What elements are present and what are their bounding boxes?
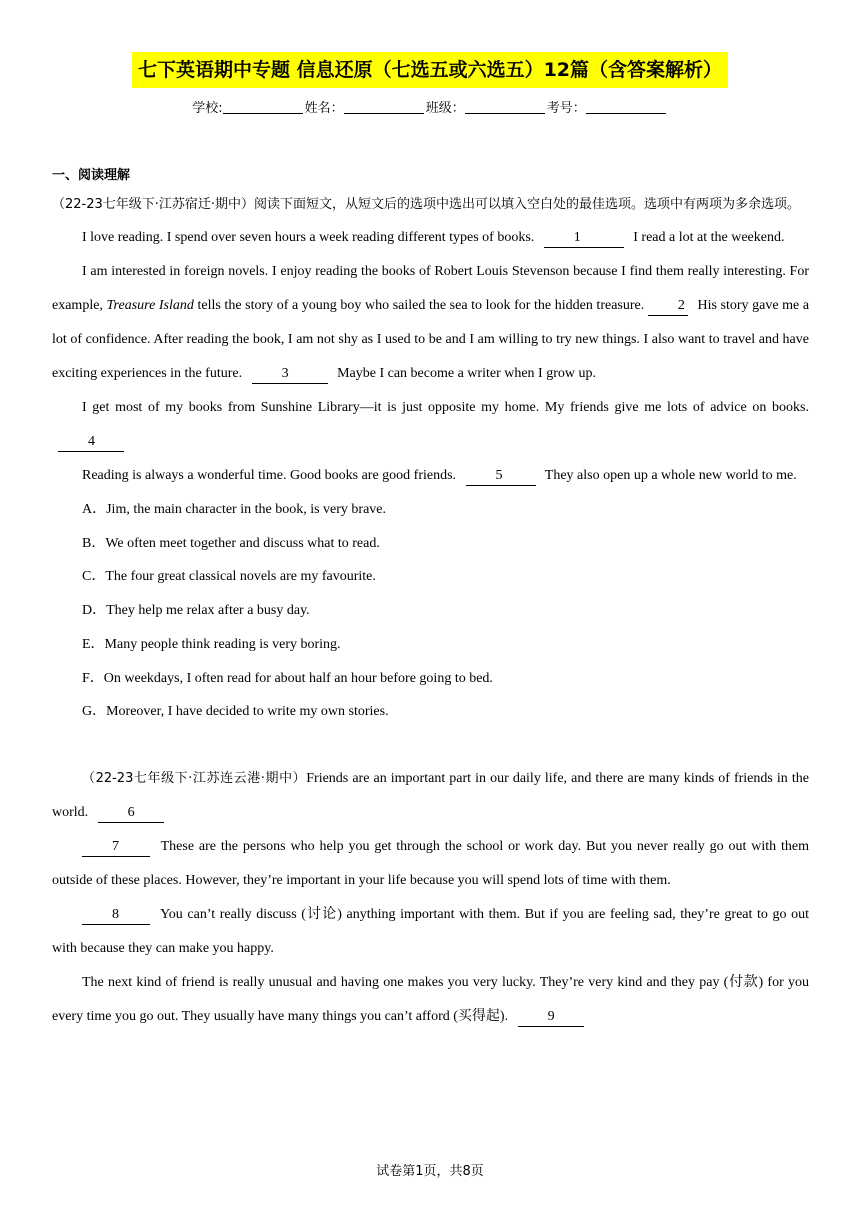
text-span: His story gave me a lot of confidence. After reading the book, I am not shy as I used to be and I am willing to try new things. I also want to travel and have exciting experiences in the future. [52, 298, 810, 381]
page-title: 七下英语期中专题 信息还原（七选五或六选五）12篇（含答案解析） [132, 52, 728, 88]
passage1-paragraph-1 [52, 221, 809, 255]
number-blank[interactable] [586, 99, 666, 114]
text-span: I get most of my books from Sunshine Library—it is just opposite my home. My friends give me lots of advice on books. [82, 400, 809, 415]
number-label: 考号： [546, 101, 586, 116]
passage1-intro [52, 189, 809, 221]
text-span: I am interested in foreign novels. I enjoy reading the books of Robert Louis Stevenson because I find them really interesting. For example, [52, 264, 809, 313]
answer-blank-2[interactable]: 2 [648, 297, 688, 316]
answer-blank-7[interactable]: 7 [82, 838, 150, 857]
text-span: tells the story of a young boy who sailed the sea to look for the hidden treasure. [197, 298, 645, 313]
text-span: I love reading. I spend over seven hours a week reading different types of books. [82, 230, 535, 245]
section-title: 一、阅读理解 [52, 168, 131, 183]
text-span: I read a lot at the weekend. [633, 230, 785, 245]
name-blank[interactable] [344, 99, 424, 114]
text-span: They also open up a whole new world to me. [544, 468, 797, 483]
answer-blank-9[interactable]: 9 [518, 1008, 584, 1027]
passage1-instruction: 阅读下面短文，从短文后的选项中选出可以填入空白处的最佳选项。选项中有两项为多余选项。 [254, 197, 801, 212]
text-span: The next kind of friend is really unusual and having one makes you very lucky. They’re very kind and they pay (付款) for you every time you go out. They usually have many things you can’t afford (买得起). [52, 974, 809, 1024]
name-label: 姓名： [304, 101, 344, 116]
passage1-source: （22-23七年级下·江苏宿迁·期中） [52, 197, 255, 212]
answer-blank-5[interactable]: 5 [466, 467, 536, 486]
answer-blank-6[interactable]: 6 [98, 804, 164, 823]
answer-blank-8[interactable]: 8 [82, 906, 150, 925]
text-span: You can’t really discuss (讨论) anything important with them. But if you are feeling sad, they’re great to go out with because they can make you happy. [52, 906, 809, 956]
book-title: Treasure Island [106, 298, 194, 313]
passage2-source: （22-23七年级下·江苏连云港·期中） [82, 770, 307, 786]
passage1-paragraph-3 [52, 391, 809, 459]
text-span: Maybe I can become a writer when I grow up. [337, 366, 596, 381]
answer-blank-4[interactable]: 4 [58, 433, 124, 452]
text-span: Reading is always a wonderful time. Good books are good friends. [82, 468, 457, 483]
option-a: A．Jim, the main character in the book, is very brave. [82, 502, 387, 517]
option-f: F．On weekdays, I often read for about half an hour before going to bed. [82, 670, 493, 686]
class-label: 班级： [425, 101, 465, 116]
passage2-paragraph-1 [52, 762, 809, 830]
school-label: 学校: [192, 101, 223, 116]
title-container [0, 52, 860, 88]
passage1-paragraph-4 [52, 459, 809, 493]
page-footer: 试卷第1页，共8页 [376, 1164, 484, 1179]
option-e: E．Many people think reading is very boring. [82, 636, 341, 652]
passage-gap [52, 729, 809, 762]
exam-content [52, 163, 809, 1034]
option-c: C．The four great classical novels are my favourite. [82, 569, 376, 585]
answer-blank-1[interactable]: 1 [544, 229, 624, 248]
answer-blank-3[interactable]: 3 [252, 365, 328, 384]
text-span: These are the persons who help you get through the school or work day. But you never really go out with them outside of these places. However, they’re important in your life because you will spend lots of time with them. [52, 838, 809, 888]
text-span: Friends are an important part in our daily life, and there are many kinds of friends in the world. [52, 770, 809, 820]
option-d: D．They help me relax after a busy day. [82, 603, 310, 619]
class-blank[interactable] [465, 99, 545, 114]
passage2-paragraph-4 [52, 966, 809, 1034]
student-info-line [0, 99, 860, 119]
passage1-paragraph-2 [52, 255, 809, 391]
option-g: G．Moreover, I have decided to write my own stories. [82, 704, 389, 720]
passage2-paragraph-3 [52, 898, 809, 966]
school-blank[interactable] [223, 99, 303, 114]
passage2-paragraph-2 [52, 830, 809, 898]
option-b: B．We often meet together and discuss what to read. [82, 535, 380, 551]
